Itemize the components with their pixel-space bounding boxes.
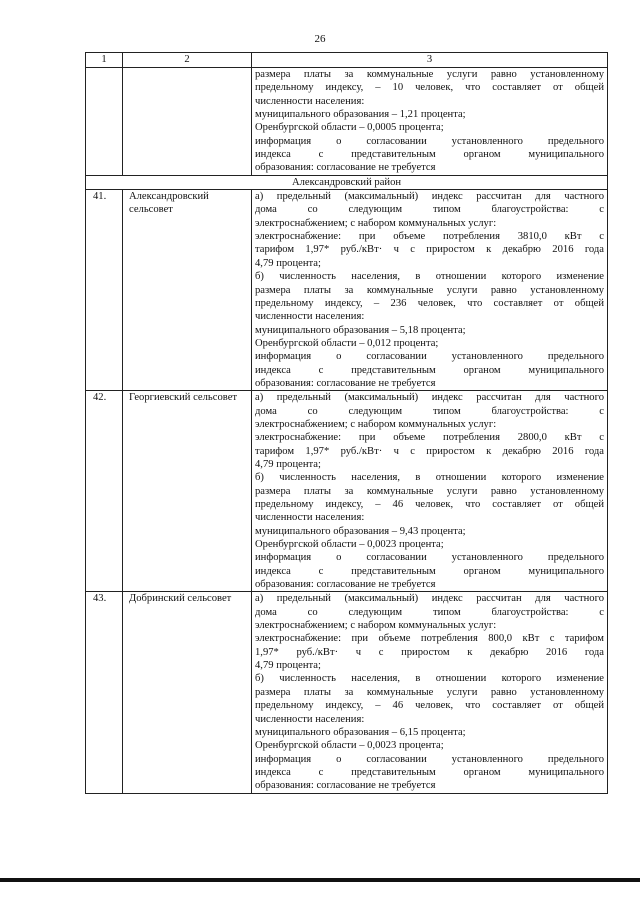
text-line: дома со следующим типом благоустройства: с bbox=[255, 204, 604, 216]
text-line: 4,79 процента; bbox=[255, 257, 321, 269]
row-text-cell bbox=[252, 391, 608, 592]
text-line: информация о согласовании установленного предельного bbox=[255, 753, 604, 765]
municipality-name bbox=[123, 190, 252, 391]
header-col-2: 2 bbox=[123, 53, 252, 68]
text-line: Оренбургской области – 0,0005 процента; bbox=[255, 122, 444, 134]
text-line: образования: согласование не требуется bbox=[255, 780, 436, 792]
name-line: Александровский bbox=[129, 191, 209, 203]
text-line: тарифом 1,97* руб./кВт· ч с приростом к декабрю 2016 года bbox=[255, 244, 604, 256]
row-number: 42. bbox=[86, 391, 123, 592]
text-line: электроснабжением; с набором коммунальных услуг: bbox=[255, 418, 497, 430]
text-line: размера платы за коммунальные услуги равно установленному bbox=[255, 485, 604, 497]
table-header-row bbox=[86, 53, 608, 68]
name-line: Добринский сельсовет bbox=[129, 593, 232, 605]
name-line: Георгиевский сельсовет bbox=[129, 392, 238, 404]
text-line: дома со следующим типом благоустройства: с bbox=[255, 405, 604, 417]
text-line: предельному индексу, – 236 человек, что составляет от общей bbox=[255, 297, 604, 309]
continuation-row bbox=[86, 68, 608, 176]
document-table bbox=[85, 52, 608, 794]
text-line: дома со следующим типом благоустройства: с bbox=[255, 606, 604, 618]
continuation-name-cell bbox=[123, 68, 252, 176]
bottom-border-line bbox=[0, 878, 640, 882]
text-line: а) предельный (максимальный) индекс рассчитан для частного bbox=[255, 392, 604, 404]
text-line: электроснабжением; с набором коммунальных услуг: bbox=[255, 217, 497, 229]
text-line: размера платы за коммунальные услуги равно установленному bbox=[255, 686, 604, 698]
text-line: численности населения: bbox=[255, 311, 365, 323]
text-line: электроснабжение: при объеме потребления 2800,0 кВт с bbox=[255, 432, 604, 444]
text-line: предельному индексу, – 46 человек, что составляет от общей bbox=[255, 700, 604, 712]
text-line: электроснабжением; с набором коммунальных услуг: bbox=[255, 620, 497, 632]
text-line: муниципального образования – 5,18 процента; bbox=[255, 324, 466, 336]
text-line: информация о согласовании установленного предельного bbox=[255, 135, 604, 147]
municipality-name bbox=[123, 592, 252, 793]
header-col-1: 1 bbox=[86, 53, 123, 68]
text-line: размера платы за коммунальные услуги равно установленному bbox=[255, 284, 604, 296]
text-line: индекса с представительным органом муниципального bbox=[255, 364, 604, 376]
text-line: размера платы за коммунальные услуги равно установленному bbox=[255, 69, 604, 80]
text-line: а) предельный (максимальный) индекс рассчитан для частного bbox=[255, 191, 604, 203]
text-line: численности населения: bbox=[255, 95, 365, 107]
text-line: тарифом 1,97* руб./кВт· ч с приростом к декабрю 2016 года bbox=[255, 445, 604, 457]
text-line: индекса с представительным органом муниципального bbox=[255, 149, 604, 161]
text-line: электроснабжение: при объеме потребления 3810,0 кВт с bbox=[255, 231, 604, 243]
table-row bbox=[86, 190, 608, 391]
text-line: 1,97* руб./кВт· ч с приростом к декабрю 2016 года bbox=[255, 646, 604, 658]
text-line: Оренбургской области – 0,012 процента; bbox=[255, 337, 439, 349]
text-line: индекса с представительным органом муниципального bbox=[255, 565, 604, 577]
text-line: 4,79 процента; bbox=[255, 458, 321, 470]
section-row bbox=[86, 175, 608, 189]
text-line: информация о согласовании установленного предельного bbox=[255, 351, 604, 363]
text-line: Оренбургской области – 0,0023 процента; bbox=[255, 740, 444, 752]
row-text-cell bbox=[252, 190, 608, 391]
text-line: численности населения: bbox=[255, 713, 365, 725]
text-line: предельному индексу, – 10 человек, что составляет от общей bbox=[255, 82, 604, 94]
table-row bbox=[86, 391, 608, 592]
page-number: 26 bbox=[314, 33, 326, 45]
text-line: муниципального образования – 9,43 процента; bbox=[255, 525, 466, 537]
name-line: сельсовет bbox=[129, 204, 173, 216]
text-line: электроснабжение: при объеме потребления 800,0 кВт с тарифом bbox=[255, 633, 604, 645]
text-line: образования: согласование не требуется bbox=[255, 377, 436, 389]
row-number: 41. bbox=[86, 190, 123, 391]
municipality-name bbox=[123, 391, 252, 592]
section-title: Александровский район bbox=[86, 175, 608, 189]
continuation-text-cell bbox=[252, 68, 608, 176]
text-line: муниципального образования – 1,21 процента; bbox=[255, 109, 466, 121]
text-line: б) численность населения, в отношении которого изменение bbox=[255, 673, 604, 685]
table-row bbox=[86, 592, 608, 793]
text-line: численности населения: bbox=[255, 512, 365, 524]
text-line: информация о согласовании установленного предельного bbox=[255, 552, 604, 564]
text-line: индекса с представительным органом муниципального bbox=[255, 766, 604, 778]
row-number: 43. bbox=[86, 592, 123, 793]
text-line: б) численность населения, в отношении которого изменение bbox=[255, 271, 604, 283]
text-line: а) предельный (максимальный) индекс рассчитан для частного bbox=[255, 593, 604, 605]
text-line: 4,79 процента; bbox=[255, 660, 321, 672]
text-line: образования: согласование не требуется bbox=[255, 579, 436, 591]
header-col-3: 3 bbox=[252, 53, 608, 68]
continuation-num-cell bbox=[86, 68, 123, 176]
text-line: б) численность населения, в отношении которого изменение bbox=[255, 472, 604, 484]
text-line: предельному индексу, – 46 человек, что составляет от общей bbox=[255, 499, 604, 510]
text-line: образования: согласование не требуется bbox=[255, 162, 436, 174]
text-line: Оренбургской области – 0,0023 процента; bbox=[255, 539, 444, 551]
text-line: муниципального образования – 6,15 процента; bbox=[255, 726, 466, 738]
row-text-cell bbox=[252, 592, 608, 793]
